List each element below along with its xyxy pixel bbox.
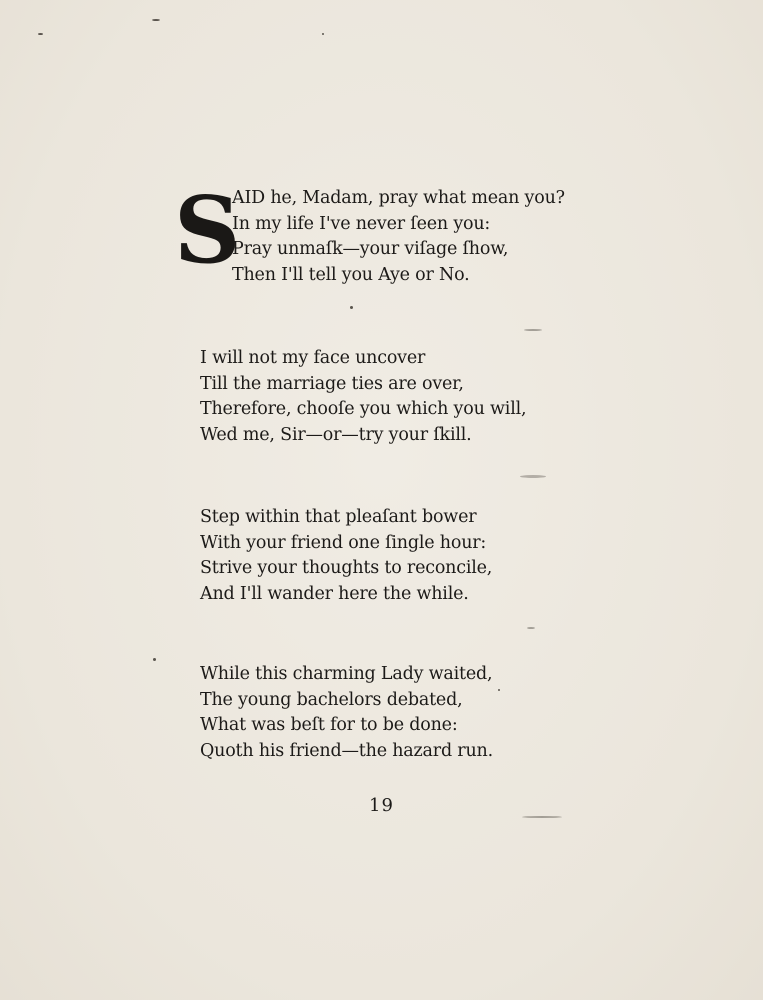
poem-line: Step within that pleaſant bower (200, 507, 477, 527)
drop-cap-letter: S (174, 176, 241, 284)
paper-speck (498, 689, 500, 691)
poem-line: With your friend one ſingle hour: (200, 532, 487, 553)
paper-speck (527, 627, 535, 629)
stanza-3 (200, 505, 620, 607)
poem-line: In my life I've never ſeen you: (232, 213, 491, 234)
poem-line: I will not my face uncover (200, 348, 426, 368)
paper-speck (322, 33, 324, 35)
poem-line: Wed me, Sir—or—try your ſkill. (200, 424, 472, 445)
paper-speck (152, 19, 160, 21)
poem-line: Then I'll tell you Aye or No. (232, 264, 470, 285)
poem-line: AID he, Madam, pray what mean you? (232, 188, 565, 208)
poem-line: Pray unmaſk—your viſage ſhow, (232, 239, 509, 259)
paper-speck (350, 306, 353, 309)
paper-speck (153, 658, 156, 661)
poem-line: What was beſt for to be done: (200, 715, 458, 735)
paper-speck (522, 816, 562, 818)
poem-line: Quoth his friend—the hazard run. (200, 740, 493, 761)
poem-line: And I'll wander here the while. (200, 583, 469, 604)
stanza-1-lines (232, 186, 565, 288)
poem-line: While this charming Lady waited, (200, 664, 493, 684)
poem-line: The young bachelors debated, (200, 689, 463, 710)
page-number: 19 (369, 795, 394, 816)
poem-line: Therefore, chooſe you which you will, (200, 399, 527, 419)
stanza-4 (200, 662, 620, 764)
poem-line: Strive your thoughts to reconcile, (200, 558, 493, 578)
paper-speck (524, 329, 542, 331)
paper-speck (38, 33, 43, 35)
paper-speck (520, 475, 546, 478)
stanza-2 (200, 346, 620, 448)
poem-line: Till the marriage ties are over, (200, 373, 464, 394)
